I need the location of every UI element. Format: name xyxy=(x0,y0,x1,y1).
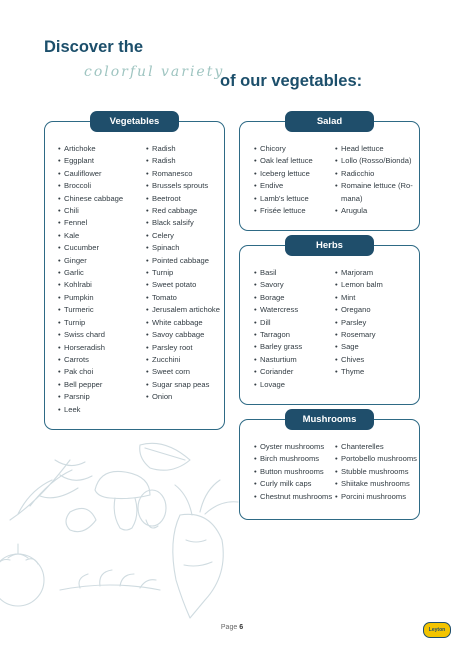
list-item: • Borage xyxy=(254,292,302,304)
list-item: • Broccoli xyxy=(58,180,123,192)
list-item: • Ginger xyxy=(58,255,123,267)
list-item: • Pointed cabbage xyxy=(146,255,220,267)
list-item: • Frisée lettuce xyxy=(254,205,313,217)
list-item: • Savory xyxy=(254,279,302,291)
list-item: • Portobello mushrooms xyxy=(335,453,417,465)
list-item: • Bell pepper xyxy=(58,379,123,391)
heading-line2: of our vegetables: xyxy=(220,72,363,90)
list-item: • Artichoke xyxy=(58,143,123,155)
list-item: • Romaine lettuce (Ro-mana) xyxy=(335,180,415,205)
list-item: • Turmeric xyxy=(58,304,123,316)
list-item: • Beetroot xyxy=(146,193,220,205)
list-item: • Marjoram xyxy=(335,267,383,279)
list-item: • Zucchini xyxy=(146,354,220,366)
list-item: • Garlic xyxy=(58,267,123,279)
list-item: • Porcini mushrooms xyxy=(335,491,417,503)
list-item: • Horseradish xyxy=(58,342,123,354)
mushrooms-list-2 xyxy=(335,441,417,503)
list-item: • Nasturtium xyxy=(254,354,302,366)
list-item: • Tarragon xyxy=(254,329,302,341)
vegetable-illustration xyxy=(0,440,240,620)
list-item: • Stubble mushrooms xyxy=(335,466,417,478)
list-item: • Pumpkin xyxy=(58,292,123,304)
list-item: • Parsley root xyxy=(146,342,220,354)
salad-list-1 xyxy=(254,143,313,217)
heading-line1: Discover the xyxy=(44,38,144,56)
list-item: • Sweet potato xyxy=(146,279,220,291)
list-item: • White cabbage xyxy=(146,317,220,329)
list-item: • Sweet corn xyxy=(146,366,220,378)
list-item: • Cucumber xyxy=(58,242,123,254)
salad-label: Salad xyxy=(285,111,374,132)
list-item: • Arugula xyxy=(335,205,415,217)
list-item: • Turnip xyxy=(58,317,123,329)
tomato-icon xyxy=(0,554,44,606)
list-item: • Chestnut mushrooms xyxy=(254,491,332,503)
list-item: • Dill xyxy=(254,317,302,329)
list-item: • Pak choi xyxy=(58,366,123,378)
list-item: • Lollo (Rosso/Bionda) xyxy=(335,155,415,167)
list-item: • Radicchio xyxy=(335,168,415,180)
vegetables-list-1 xyxy=(58,143,123,416)
herbs-list-2 xyxy=(335,267,383,379)
list-item: • Mint xyxy=(335,292,383,304)
herbs-box xyxy=(239,240,420,405)
list-item: • Romanesco xyxy=(146,168,220,180)
list-item: • Leek xyxy=(58,404,123,416)
heading-script: colorful variety xyxy=(84,64,225,80)
list-item: • Shiitake mushrooms xyxy=(335,478,417,490)
list-item: • Parsnip xyxy=(58,391,123,403)
list-item: • Oyster mushrooms xyxy=(254,441,332,453)
list-item: • Tomato xyxy=(146,292,220,304)
list-item: • Lemon balm xyxy=(335,279,383,291)
list-item: • Lovage xyxy=(254,379,302,391)
list-item: • Parsley xyxy=(335,317,383,329)
list-item: • Sugar snap peas xyxy=(146,379,220,391)
list-item: • Celery xyxy=(146,230,220,242)
list-item: • Chicory xyxy=(254,143,313,155)
list-item: • Turnip xyxy=(146,267,220,279)
list-item: • Birch mushrooms xyxy=(254,453,332,465)
list-item: • Coriander xyxy=(254,366,302,378)
leaf-icon xyxy=(10,460,78,520)
list-item: • Carrots xyxy=(58,354,123,366)
list-item: • Eggplant xyxy=(58,155,123,167)
list-item: • Jerusalem artichoke xyxy=(146,304,220,316)
brand-logo: Leyton xyxy=(423,622,451,638)
list-item: • Lamb's lettuce xyxy=(254,193,313,205)
list-item: • Fennel xyxy=(58,217,123,229)
list-item: • Rosemary xyxy=(335,329,383,341)
mushroom-icon xyxy=(95,471,150,498)
list-item: • Spinach xyxy=(146,242,220,254)
list-item: • Button mushrooms xyxy=(254,466,332,478)
salad-box xyxy=(239,116,420,231)
list-item: • Sage xyxy=(335,341,383,353)
list-item: • Curly milk caps xyxy=(254,478,332,490)
vegetables-box xyxy=(44,116,225,430)
list-item: • Thyme xyxy=(335,366,383,378)
page-number: Page 6 xyxy=(220,624,244,631)
salad-list-2 xyxy=(335,143,415,217)
list-item: • Cauliflower xyxy=(58,168,123,180)
list-item: • Kale xyxy=(58,230,123,242)
list-item: • Barley grass xyxy=(254,341,302,353)
list-item: • Kohlrabi xyxy=(58,279,123,291)
list-item: • Chinese cabbage xyxy=(58,193,123,205)
list-item: • Basil xyxy=(254,267,302,279)
list-item: • Iceberg lettuce xyxy=(254,168,313,180)
list-item: • Swiss chard xyxy=(58,329,123,341)
vegetables-list-2 xyxy=(146,143,220,404)
list-item: • Radish xyxy=(146,143,220,155)
list-item: • Brussels sprouts xyxy=(146,180,220,192)
list-item: • Onion xyxy=(146,391,220,403)
list-item: • Chili xyxy=(58,205,123,217)
list-item: • Red cabbage xyxy=(146,205,220,217)
mushrooms-box xyxy=(239,414,420,520)
mushrooms-label: Mushrooms xyxy=(285,409,374,430)
mushrooms-list-1 xyxy=(254,441,332,503)
list-item: • Head lettuce xyxy=(335,143,415,155)
list-item: • Chives xyxy=(335,354,383,366)
list-item: • Savoy cabbage xyxy=(146,329,220,341)
list-item: • Radish xyxy=(146,155,220,167)
herbs-label: Herbs xyxy=(285,235,374,256)
garlic-icon xyxy=(66,508,96,531)
list-item: • Oregano xyxy=(335,304,383,316)
list-item: • Black salsify xyxy=(146,217,220,229)
list-item: • Endive xyxy=(254,180,313,192)
list-item: • Watercress xyxy=(254,304,302,316)
list-item: • Chanterelles xyxy=(335,441,417,453)
herbs-list-1 xyxy=(254,267,302,391)
vegetables-label: Vegetables xyxy=(90,111,179,132)
list-item: • Oak leaf lettuce xyxy=(254,155,313,167)
